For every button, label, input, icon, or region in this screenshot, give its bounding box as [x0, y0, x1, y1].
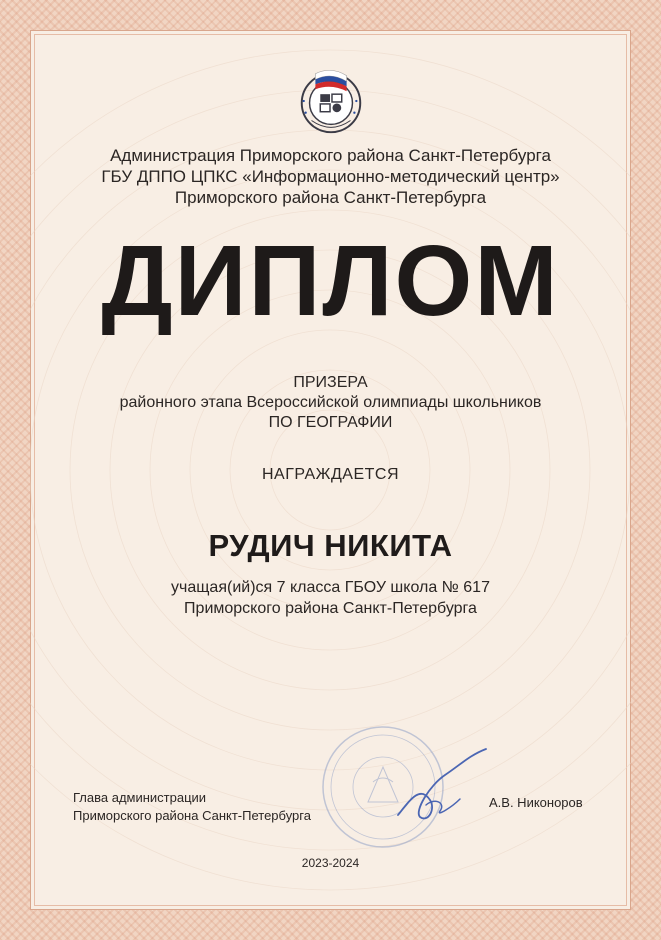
header-line-1: Администрация Приморского района Санкт-Петербурга — [110, 146, 551, 165]
header-line-3: Приморского района Санкт-Петербурга — [174, 188, 487, 207]
issuing-organization — [0, 145, 661, 208]
recipient-name: РУДИЧ НИКИТА — [208, 528, 453, 563]
olympiad-stage: районного этапа Всероссийской олимпиады школьников — [119, 394, 542, 411]
student-district: Приморского района Санкт-Петербурга — [184, 600, 477, 617]
olympiad-subject: ПО ГЕОГРАФИИ — [268, 414, 393, 431]
academic-year: 2023-2024 — [301, 856, 360, 870]
prizer-label: ПРИЗЕРА — [293, 374, 368, 391]
student-class-school: учащая(ий)ся 7 класса ГБОУ школа № 617 — [171, 579, 490, 596]
awarded-label: НАГРАЖДАЕТСЯ — [262, 466, 399, 483]
award-description — [0, 373, 661, 433]
diploma-title: ДИПЛОМ — [101, 225, 560, 337]
signatory-name: А.В. Никоноров — [489, 795, 583, 810]
header-line-2: ГБУ ДППО ЦПКС «Информационно-методический центр» — [101, 167, 560, 186]
signatory-position-line-2: Приморского района Санкт-Петербурга — [73, 808, 311, 823]
student-info — [0, 577, 661, 619]
signatory-position-line-1: Глава администрации — [73, 790, 207, 805]
signatory-position — [73, 789, 311, 825]
olympiad-logo — [292, 62, 370, 140]
handwritten-signature — [390, 745, 500, 835]
